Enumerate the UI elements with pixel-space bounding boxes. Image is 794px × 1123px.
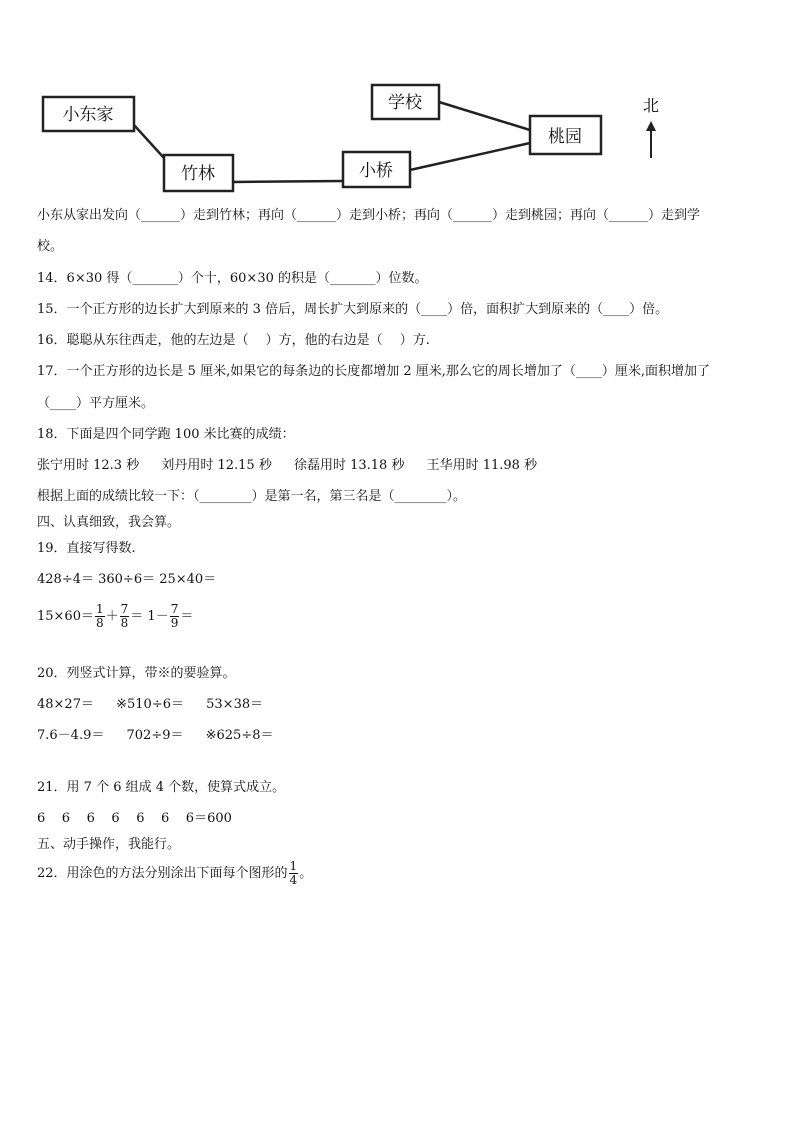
q20-r1-a: 48×27＝ xyxy=(37,697,94,712)
path-bridge-peach xyxy=(410,143,530,170)
q19-expr-a: 15×60＝ xyxy=(37,609,94,624)
q18-results xyxy=(37,458,537,474)
fraction-7-9: $\frac{7}{9}$ xyxy=(170,602,179,630)
fraction-7-8: $\frac{7}{8}$ xyxy=(120,602,129,630)
q19-expr-b: ＝ 1－ xyxy=(130,609,169,624)
q13-line2: 校。 xyxy=(37,239,64,254)
q20-r2-c: ※625÷8＝ xyxy=(205,728,274,743)
q20-row2 xyxy=(37,728,274,744)
result-3: 徐磊用时 13.18 秒 xyxy=(293,458,405,473)
result-2: 刘丹用时 12.15 秒 xyxy=(161,458,272,473)
q19-row2 xyxy=(37,600,193,634)
place-label-peach: 桃园 xyxy=(548,127,582,147)
path-bamboo-bridge xyxy=(233,181,343,182)
path-school-peach xyxy=(439,102,530,130)
q16: 16．聪聪从东往西走，他的左边是（ ）方，他的右边是（ ）方. xyxy=(37,333,430,348)
q21-expr: 6 6 6 6 6 6 6＝600 xyxy=(37,811,232,826)
place-label-bamboo: 竹林 xyxy=(181,164,215,184)
q19-row1: 428÷4＝ 360÷6＝ 25×40＝ xyxy=(37,572,217,587)
q20-r2-b: 702÷9＝ xyxy=(126,728,184,743)
q20-r1-c: 53×38＝ xyxy=(206,697,264,712)
q17-line1: 17．一个正方形的边长是 5 厘米,如果它的每条边的长度都增加 2 厘米,那么它的周长增加了（____）厘米,面积增加了 xyxy=(37,364,711,379)
q22-text: 22．用涂色的方法分别涂出下面每个图形的 xyxy=(37,866,288,881)
q18-question: 根据上面的成绩比较一下：（________）是第一名，第三名是（________）。 xyxy=(37,489,467,504)
q18-title: 18．下面是四个同学跑 100 米比赛的成绩： xyxy=(37,427,295,442)
q20-title: 20．列竖式计算，带※的要验算。 xyxy=(37,666,236,681)
place-label-school: 学校 xyxy=(388,93,422,113)
q17-line2: （____）平方厘米。 xyxy=(37,396,155,411)
q20-row1 xyxy=(37,697,263,713)
q20-r2-a: 7.6－4.9＝ xyxy=(37,728,105,743)
place-label-bridge: 小桥 xyxy=(359,161,393,181)
place-label-home: 小东家 xyxy=(62,105,114,125)
fraction-1-8: $\frac{1}{8}$ xyxy=(95,602,104,630)
plus-sign: ＋ xyxy=(105,609,119,624)
north-label: 北 xyxy=(642,96,660,115)
section5-heading: 五、动手操作，我能行。 xyxy=(37,837,181,852)
q15: 15．一个正方形的边长扩大到原来的 3 倍后，周长扩大到原来的（____）倍，面积扩大到原来的（____）倍。 xyxy=(37,302,669,317)
q13-line1: 小东从家出发向（______）走到竹林；再向（______）走到小桥；再向（______）走到桃园；再向（______）走到学 xyxy=(37,208,701,223)
q22-end: 。 xyxy=(299,866,313,881)
q19-title: 19．直接写得数. xyxy=(37,541,136,556)
north-arrow-icon xyxy=(646,121,656,131)
fraction-1-4: $\frac{1}{4}$ xyxy=(289,859,298,887)
q19-expr-c: ＝ xyxy=(180,609,194,624)
path-home-bamboo xyxy=(134,125,164,158)
result-4: 王华用时 11.98 秒 xyxy=(426,458,538,473)
route-map xyxy=(0,0,794,200)
q14: 14．6×30 得（_______）个十，60×30 的积是（_______）位数。 xyxy=(37,271,428,286)
result-1: 张宁用时 12.3 秒 xyxy=(37,458,140,473)
q21-title: 21．用 7 个 6 组成 4 个数，使算式成立。 xyxy=(37,780,286,795)
section4-heading: 四、认真细致，我会算。 xyxy=(37,515,181,530)
q20-r1-b: ※510÷6＝ xyxy=(116,697,184,712)
q22 xyxy=(37,858,312,890)
